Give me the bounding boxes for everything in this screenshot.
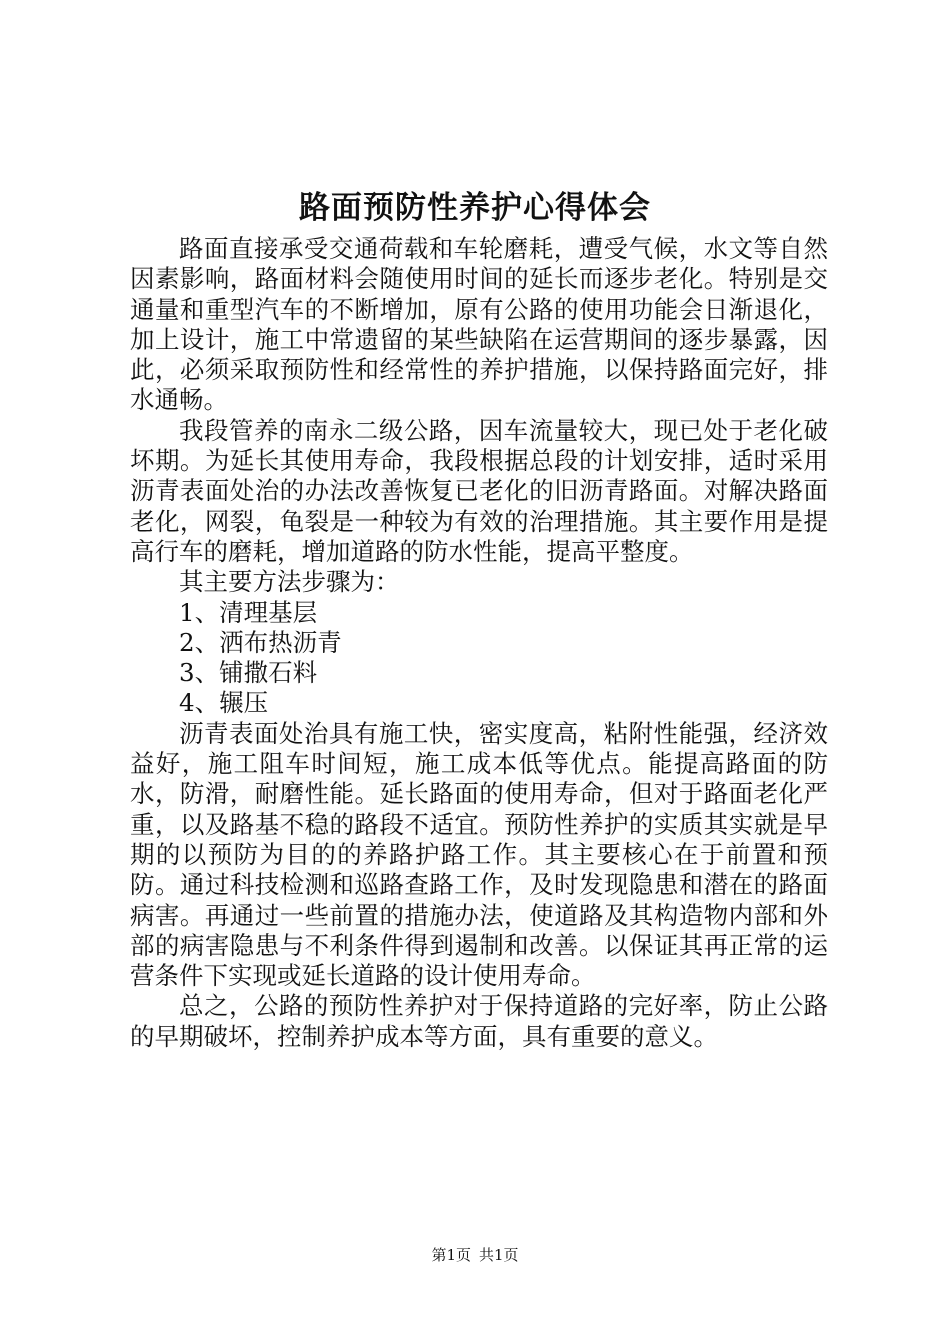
paragraph-road-section: 我段管养的南永二级公路，因车流量较大，现已处于老化破坏期。为延长其使用寿命，我段根据总段的计划安排，适时采用沥青表面处治的办法改善恢复已老化的旧沥青路面。对解决路面老化，网裂，龟裂是一种较为有效的治理措施。其主要作用是提高行车的磨耗，增加道路的防水性能，提高平整度。 xyxy=(130,415,828,566)
step-item: 3、铺撒石料 xyxy=(179,658,318,688)
document-body xyxy=(130,234,828,1052)
document-title: 路面预防性养护心得体会 xyxy=(299,190,651,226)
paragraph-method-heading: 其主要方法步骤为： xyxy=(179,567,400,597)
step-item: 4、辗压 xyxy=(179,688,269,718)
page-number: 第1页 xyxy=(431,1246,471,1264)
page-total: 共1页 xyxy=(479,1246,519,1264)
paragraph-advantages: 沥青表面处治具有施工快，密实度高，粘附性能强，经济效益好，施工阻车时间短，施工成本低等优点。能提高路面的防水，防滑，耐磨性能。延长路面的使用寿命，但对于路面老化严重，以及路基不稳的路段不适宜。预防性养护的实质其实就是早期的以预防为目的的养路护路工作。其主要核心在于前置和预防。通过科技检测和巡路查路工作，及时发现隐患和潜在的路面病害。再通过一些前置的措施办法，使道路及其构造物内部和外部的病害隐患与不利条件得到遏制和改善。以保证其再正常的运营条件下实现或延长道路的设计使用寿命。 xyxy=(130,718,828,991)
paragraph-conclusion: 总之，公路的预防性养护对于保持道路的完好率，防止公路的早期破坏，控制养护成本等方面，具有重要的意义。 xyxy=(130,991,828,1051)
step-item: 1、清理基层 xyxy=(179,597,318,627)
page-footer xyxy=(0,1245,950,1265)
step-item: 2、洒布热沥青 xyxy=(179,627,342,657)
paragraph-intro: 路面直接承受交通荷载和车轮磨耗，遭受气候，水文等自然因素影响，路面材料会随使用时间的延长而逐步老化。特别是交通量和重型汽车的不断增加，原有公路的使用功能会日渐退化，加上设计，施工中常遗留的某些缺陷在运营期间的逐步暴露，因此，必须采取预防性和经常性的养护措施，以保持路面完好，排水通畅。 xyxy=(130,234,828,415)
